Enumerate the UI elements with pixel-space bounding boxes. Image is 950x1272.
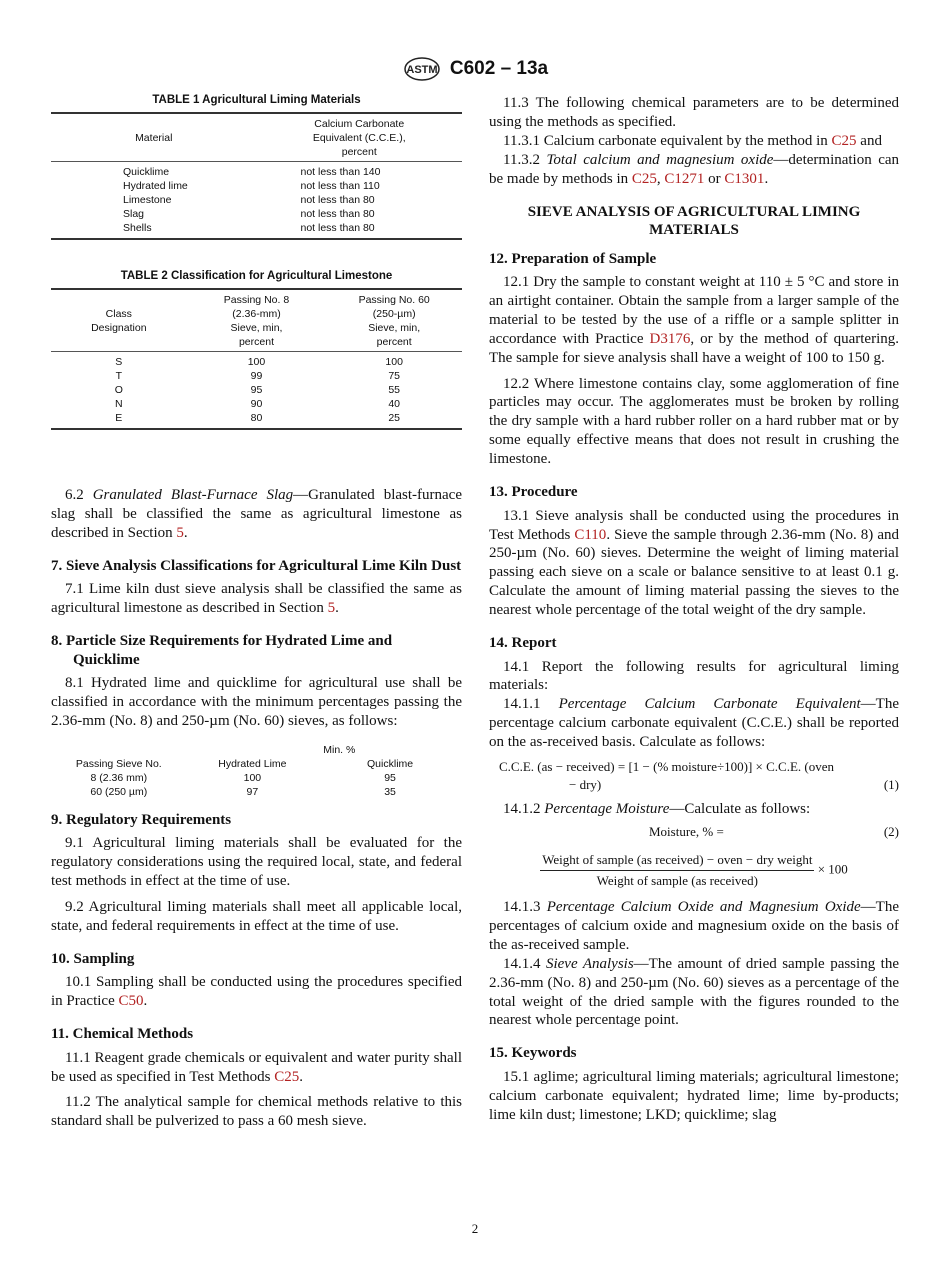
para-title: Percentage Calcium Oxide and Magnesium Oxide xyxy=(546,898,861,915)
paragraph-9-2: 9.2 Agricultural liming materials shall meet all applicable local, state, and federal requirements in effect at the time of use. xyxy=(51,898,462,934)
paragraph-11-1 xyxy=(51,1049,462,1087)
cell: not less than 140 xyxy=(300,166,381,178)
para-num: 14.1.1 xyxy=(503,696,541,713)
equation-number: (2) xyxy=(883,823,899,839)
para-num: 6.2 xyxy=(65,487,84,503)
cell: 75 xyxy=(388,370,401,382)
cell: Shells xyxy=(123,222,152,234)
paragraph-14-1-2 xyxy=(489,800,899,819)
paragraph-10-1 xyxy=(51,973,462,1011)
header-quicklime: Quicklime xyxy=(367,757,414,770)
para-num: 14.1.3 xyxy=(503,898,541,915)
para-end: . xyxy=(335,600,339,617)
para-text: —determination can be made by methods in xyxy=(489,151,900,187)
para-text: —The amount of dried sample passing the 2.36-mm (No. 8) and 250-µm (No. 60) sieves as a percentage of the total weight of the dried sample with the figures rounded to the nearest whole percentage point. xyxy=(489,955,899,1029)
header-line: (250-µm) xyxy=(372,308,416,320)
table1-header-cce xyxy=(257,113,463,162)
table-row xyxy=(51,785,462,799)
para-text: —The percentages of calcium oxide and magnesium oxide on the basis of the as-received sample. xyxy=(489,898,899,953)
cell: 55 xyxy=(388,384,401,396)
header-line: Sieve, min, xyxy=(230,322,283,334)
cell: not less than 80 xyxy=(300,194,375,206)
cell: 97 xyxy=(246,785,259,798)
para-end: and xyxy=(856,132,882,149)
equation-lhs: Moisture, % = xyxy=(648,823,724,839)
heading-8: 8. Particle Size Requirements for Hydrated Lime and Quicklime xyxy=(51,633,393,668)
cell: 95 xyxy=(250,384,263,396)
table-row xyxy=(51,397,462,411)
para-num: 14.1.2 xyxy=(503,801,541,818)
cell: 90 xyxy=(250,398,263,410)
cell: 100 xyxy=(243,771,262,784)
table-row xyxy=(51,193,462,207)
right-column xyxy=(489,94,899,1125)
heading-12: 12. Preparation of Sample xyxy=(489,250,657,267)
table2-header-no60 xyxy=(326,289,462,352)
c110-link[interactable]: C110 xyxy=(574,526,607,543)
header-hydrated-lime: Hydrated Lime xyxy=(218,757,287,770)
c50-link[interactable]: C50 xyxy=(118,993,144,1010)
header-line: (2.36-mm) xyxy=(232,308,281,320)
table2-header-no8 xyxy=(187,289,327,352)
c25-link[interactable]: C25 xyxy=(274,1068,300,1085)
para-text: —Granulated blast-furnace slag shall be classified the same as agricultural limestone as described in Section xyxy=(51,487,462,541)
cell: S xyxy=(115,356,123,368)
section-5-link[interactable]: 5 xyxy=(327,600,336,617)
d3176-link[interactable]: D3176 xyxy=(649,330,691,347)
cell: 25 xyxy=(388,412,401,424)
table-row xyxy=(51,352,462,370)
page-header xyxy=(0,56,950,82)
para-text: 13.1 Sieve analysis shall be conducted using the procedures in Test Methods xyxy=(489,507,899,543)
min-percent-table xyxy=(51,743,462,799)
heading-13: 13. Procedure xyxy=(489,484,578,501)
para-end: . xyxy=(183,524,188,541)
paragraph-11-3-1 xyxy=(489,132,899,151)
paragraph-11-3-2 xyxy=(489,151,899,189)
cell: 80 xyxy=(250,412,263,424)
paragraph-12-2: 12.2 Where limestone contains clay, some agglomeration of fine particles may occur. The agglomerates must be broken by rolling the dry sample with a hard rubber roller on a hard rubber mat or by some equally effective means that does not result in crushing the limestone. xyxy=(489,375,899,468)
svg-text:ASTM: ASTM xyxy=(406,64,438,76)
heading-11: 11. Chemical Methods xyxy=(51,1026,194,1043)
table-row xyxy=(51,383,462,397)
document-code: C602 – 13a xyxy=(449,58,549,79)
section-5-link[interactable]: 5 xyxy=(176,524,184,541)
c1271-link[interactable]: C1271 xyxy=(664,170,705,187)
cell: not less than 80 xyxy=(300,208,375,220)
paragraph-14-1-4 xyxy=(489,955,899,1031)
table2-caption: TABLE 2 Classification for Agricultural Limestone xyxy=(120,270,393,282)
cell: not less than 110 xyxy=(300,180,380,192)
cell: Slag xyxy=(123,208,145,220)
table1-caption: TABLE 1 Agricultural Liming Materials xyxy=(152,94,361,106)
header-passing-sieve: Passing Sieve No. xyxy=(75,757,162,770)
para-end: . xyxy=(299,1068,303,1085)
page-number: 2 xyxy=(471,1221,479,1236)
para-text: 12.1 Dry the sample to constant weight at 110 ± 5 °C and store in an airtight container. Obtain the sample from a larger sample of the material to be tested by the use of a riffle or a sample splitter in accordance with Practice xyxy=(489,274,899,347)
para-text: —Calculate as follows: xyxy=(669,801,811,818)
paragraph-9-1: 9.1 Agricultural liming materials shall be evaluated for the regulatory considerations using the required local, state, and federal test methods in effect at the time of use. xyxy=(51,835,462,890)
paragraph-14-1-1 xyxy=(489,695,899,752)
para-title: Sieve Analysis xyxy=(545,955,634,972)
header-line: percent xyxy=(376,336,412,348)
paragraph-13-1 xyxy=(489,507,899,620)
heading-15: 15. Keywords xyxy=(489,1045,577,1062)
header-line: Calcium Carbonate xyxy=(314,118,405,130)
cell: Hydrated lime xyxy=(123,180,188,192)
multiplier: × 100 xyxy=(817,861,848,877)
para-end: , or by the method of quartering. The sample for sieve analysis shall have a weight of 100 to 150 g. xyxy=(489,330,899,366)
table-row xyxy=(51,771,462,785)
header-line: Designation xyxy=(91,322,147,334)
table-row xyxy=(51,162,462,180)
equation-line: C.C.E. (as − received) = [1 − (% moisture÷100)] × C.C.E. (oven xyxy=(499,759,835,775)
para-end: . xyxy=(764,170,769,187)
para-end: . xyxy=(143,993,148,1010)
cell: N xyxy=(115,398,123,410)
table-row xyxy=(51,179,462,193)
table-row xyxy=(51,411,462,429)
cell: E xyxy=(115,412,123,424)
heading-9: 9. Regulatory Requirements xyxy=(51,811,232,828)
header-line: Sieve, min, xyxy=(368,322,421,334)
denominator: Weight of sample (as received) xyxy=(596,872,759,888)
c25-link[interactable]: C25 xyxy=(831,132,857,149)
section-heading-sieve-analysis: SIEVE ANALYSIS OF AGRICULTURAL LIMING MATERIALS xyxy=(527,203,861,239)
table2-header-class xyxy=(51,289,187,352)
paragraph-12-1 xyxy=(489,273,899,368)
cell: 35 xyxy=(384,785,396,798)
cell: T xyxy=(115,370,123,382)
cell: 60 (250 µm) xyxy=(90,785,148,798)
table-row xyxy=(51,207,462,221)
heading-7: 7. Sieve Analysis Classifications for Agricultural Lime Kiln Dust xyxy=(51,557,462,574)
cell: Limestone xyxy=(123,194,172,206)
c1301-link[interactable]: C1301 xyxy=(724,170,765,187)
header-line: Class xyxy=(105,308,132,320)
table2 xyxy=(51,288,462,430)
cell: 8 (2.36 mm) xyxy=(90,771,148,784)
min-percent-header: Min. % xyxy=(323,743,356,756)
heading-14: 14. Report xyxy=(489,635,557,652)
para-title: Total calcium and magnesium oxide xyxy=(546,151,774,168)
equation-line: − dry) xyxy=(569,777,602,793)
para-end: . Sieve the sample through 2.36-mm (No. 8) and 250-µm (No. 60) sieves. Determine the weight of liming material passing each sieve on a scale or balance sensitive to at least 0.1 g. Calculate the amount of liming material passing the sieves to the nearest whole percentage of the total weight of the dry sample. xyxy=(489,526,899,619)
cell: Quicklime xyxy=(123,166,170,178)
table-row xyxy=(51,221,462,239)
paragraph-7-1 xyxy=(51,580,462,618)
para-text: —The percentage calcium carbonate equivalent (C.C.E.) shall be reported on the as-received basis. Calculate as follows: xyxy=(489,696,899,751)
paragraph-8-1: 8.1 Hydrated lime and quicklime for agricultural use shall be classified in accordance with the minimum percentages passing the 2.36-mm (No. 8) and 250-µm (No. 60) sieves, as follows: xyxy=(51,675,462,729)
para-title: Granulated Blast-Furnace Slag xyxy=(92,487,294,503)
heading-10: 10. Sampling xyxy=(51,950,135,967)
numerator: Weight of sample (as received) − oven − dry weight xyxy=(540,851,814,871)
equation-1 xyxy=(489,758,899,794)
astm-logo-icon xyxy=(402,56,442,82)
cell: 95 xyxy=(384,771,396,784)
para-text: 11.3.1 Calcium carbonate equivalent by the method in xyxy=(503,132,832,149)
para-num: 11.3.2 xyxy=(503,151,540,168)
paragraph-14-1: 14.1 Report the following results for agricultural liming materials: xyxy=(489,658,899,694)
paragraph-15-1: 15.1 aglime; agricultural liming materials; agricultural limestone; calcium carbonate equivalent; hydrated lime; lime by-products; lime kiln dust; limestone; LKD; quicklime; slag xyxy=(489,1068,899,1123)
header-line: Passing No. 60 xyxy=(358,294,430,306)
c25-link[interactable]: C25 xyxy=(631,170,657,187)
equation-2 xyxy=(489,823,899,890)
cell: O xyxy=(114,384,123,396)
para-title: Percentage Calcium Carbonate Equivalent xyxy=(558,696,861,713)
separator: or xyxy=(704,170,725,187)
cell: not less than 80 xyxy=(300,222,375,234)
header-line: Equivalent (C.C.E.), xyxy=(312,132,406,144)
paragraph-6-2 xyxy=(51,486,462,543)
cell: 100 xyxy=(385,356,403,368)
cell: 99 xyxy=(250,370,263,382)
header-line: Passing No. 8 xyxy=(223,294,290,306)
paragraph-11-3: 11.3 The following chemical parameters are to be determined using the methods as specified. xyxy=(489,95,899,130)
para-text: 7.1 Lime kiln dust sieve analysis shall be classified the same as agricultural limestone as described in Section xyxy=(51,581,462,617)
para-text: 10.1 Sampling shall be conducted using the procedures specified in Practice xyxy=(51,974,462,1010)
table1 xyxy=(51,112,462,240)
table1-header-material: Material xyxy=(51,113,257,162)
header-line: percent xyxy=(341,146,377,158)
para-num: 14.1.4 xyxy=(503,955,541,972)
cell: 100 xyxy=(247,356,266,368)
left-column xyxy=(51,90,462,1131)
paragraph-14-1-3 xyxy=(489,898,899,955)
table-row xyxy=(51,369,462,383)
para-title: Percentage Moisture xyxy=(544,801,670,818)
separator: , xyxy=(656,170,665,187)
paragraph-11-2: 11.2 The analytical sample for chemical methods relative to this standard shall be pulverized to pass a 60 mesh sieve. xyxy=(51,1094,462,1130)
equation-number: (1) xyxy=(883,777,899,793)
header-line: percent xyxy=(238,336,274,348)
cell: 40 xyxy=(388,398,401,410)
moisture-fraction xyxy=(540,851,814,890)
para-text: 11.1 Reagent grade chemicals or equivalent and water purity shall be used as specified in Test Methods xyxy=(51,1049,462,1085)
